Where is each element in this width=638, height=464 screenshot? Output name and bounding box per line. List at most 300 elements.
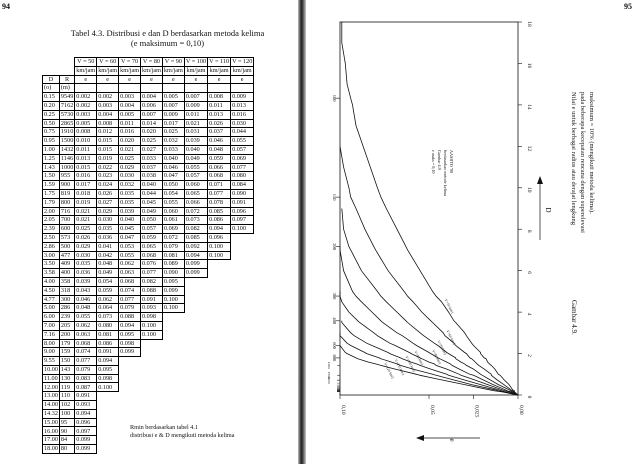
header-empty xyxy=(231,84,254,93)
r-tick-label: 400 xyxy=(332,317,337,325)
cell-e xyxy=(162,330,184,339)
cell-e xyxy=(231,392,254,401)
cell-e xyxy=(231,251,254,260)
cell-e: 0.033 xyxy=(162,145,184,154)
cell-d: 4.00 xyxy=(43,277,60,286)
cell-e: 0.027 xyxy=(141,145,163,154)
cell-e: 0.035 xyxy=(119,189,141,198)
cell-d: 1.50 xyxy=(43,172,60,181)
cell-e: 0.091 xyxy=(231,198,254,207)
header-blank xyxy=(43,58,60,67)
cell-e: 0.083 xyxy=(75,374,97,383)
header-unit: km/jam xyxy=(231,66,254,75)
cell-r: 477 xyxy=(59,251,74,260)
cell-e xyxy=(231,339,254,348)
cell-e: 0.035 xyxy=(97,225,119,234)
cell-r: 573 xyxy=(59,233,74,242)
cell-d: 7.00 xyxy=(43,321,60,330)
cell-d: 0.20 xyxy=(43,101,60,110)
cell-e: 0.002 xyxy=(97,93,119,102)
header-r: R xyxy=(59,75,74,84)
cell-e: 0.026 xyxy=(208,119,231,128)
e-tick-label: 0,10 xyxy=(340,405,346,415)
r-edge-tick-label: 1000 xyxy=(327,361,331,369)
cell-d: 1.00 xyxy=(43,145,60,154)
cell-e: 0.025 xyxy=(141,137,163,146)
cell-e: 0.003 xyxy=(119,93,141,102)
cell-e xyxy=(208,348,231,357)
header-empty xyxy=(97,84,119,93)
table-row xyxy=(43,321,254,330)
table-row xyxy=(43,409,254,418)
cell-r: 700 xyxy=(59,216,74,225)
cell-e: 0.005 xyxy=(75,119,97,128)
cell-d: 7.16 xyxy=(43,330,60,339)
table-row xyxy=(43,93,254,102)
table-row xyxy=(43,286,254,295)
cell-e: 0.097 xyxy=(231,216,254,225)
cell-e xyxy=(208,365,231,374)
table-row xyxy=(43,242,254,251)
header-unit: km/jam xyxy=(98,66,118,74)
cell-e xyxy=(141,365,163,374)
cell-e: 0.099 xyxy=(75,436,97,445)
cell-e: 0.043 xyxy=(75,286,97,295)
cell-e xyxy=(208,392,231,401)
cell-e: 0.048 xyxy=(75,304,97,313)
cell-e xyxy=(141,374,163,383)
cell-e: 0.008 xyxy=(208,93,231,102)
cell-e xyxy=(184,365,207,374)
header-e: e xyxy=(162,75,184,84)
cell-e: 0.099 xyxy=(184,269,207,278)
cell-e xyxy=(208,330,231,339)
cell-e: 0.039 xyxy=(75,277,97,286)
cell-e xyxy=(184,286,207,295)
cell-e xyxy=(97,409,119,418)
curve-label: V=110 km/j xyxy=(393,358,406,376)
cell-e: 0.025 xyxy=(162,128,184,137)
cell-e: 0.091 xyxy=(97,348,119,357)
cell-e xyxy=(141,392,163,401)
cell-e: 0.046 xyxy=(162,163,184,172)
cell-r: 1500 xyxy=(60,137,74,145)
header-blank xyxy=(59,58,74,67)
cell-e: 0.072 xyxy=(184,207,207,216)
cell-e: 0.073 xyxy=(184,216,207,225)
cell-d: 3.00 xyxy=(43,251,60,260)
cell-e xyxy=(97,418,119,427)
cell-e: 0.081 xyxy=(97,330,119,339)
cell-e: 0.062 xyxy=(119,260,141,269)
legend-line4: AASHTO '90 xyxy=(449,150,454,173)
cell-r: 716 xyxy=(59,207,74,216)
cell-d: 1.43 xyxy=(43,163,60,172)
cell-e: 0.055 xyxy=(184,163,207,172)
cell-e: 0.040 xyxy=(184,145,207,154)
d-tick-label: 6 xyxy=(526,271,532,275)
cell-e xyxy=(231,286,254,295)
cell-e xyxy=(208,409,231,418)
header-empty xyxy=(208,84,231,93)
table-row xyxy=(43,295,254,304)
cell-e: 0.049 xyxy=(97,269,119,278)
cell-e xyxy=(97,445,119,454)
cell-e: 0.065 xyxy=(184,189,207,198)
cell-e: 0.100 xyxy=(231,225,254,234)
cell-d: 10.00 xyxy=(44,365,58,373)
curve-label: V=60 km/j xyxy=(445,329,457,346)
cell-e: 0.016 xyxy=(119,128,141,137)
cell-e xyxy=(231,365,254,374)
cell-e xyxy=(231,445,254,454)
cell-e: 0.004 xyxy=(141,93,163,102)
table-row xyxy=(43,119,254,128)
cell-e: 0.077 xyxy=(119,295,141,304)
curve-v80 xyxy=(340,247,518,395)
superelevation-figure xyxy=(300,0,638,464)
cell-r: 95 xyxy=(59,418,74,427)
cell-e: 0.055 xyxy=(75,313,97,322)
cell-e: 0.091 xyxy=(75,392,97,401)
cell-e: 0.008 xyxy=(97,119,119,128)
header-d: D xyxy=(43,75,60,84)
cell-e xyxy=(231,357,254,366)
cell-e xyxy=(184,348,207,357)
cell-e: 0.086 xyxy=(208,216,231,225)
cell-e: 0.064 xyxy=(97,304,119,313)
legend-line3: berdasarkan metode kelima xyxy=(443,150,448,197)
cell-d: 1.75 xyxy=(43,189,60,198)
cell-e xyxy=(208,286,231,295)
cell-r: 1910 xyxy=(60,128,74,136)
cell-e: 0.046 xyxy=(208,137,231,146)
d-tick-label: 10 xyxy=(526,187,532,193)
cell-e: 0.059 xyxy=(97,286,119,295)
cell-d: 0.50 xyxy=(43,119,60,128)
cell-r: 7162 xyxy=(60,102,74,110)
cell-e: 0.066 xyxy=(208,163,231,172)
cell-e xyxy=(208,321,231,330)
cell-e: 0.061 xyxy=(162,216,184,225)
cell-e: 0.030 xyxy=(231,119,254,128)
cell-e xyxy=(162,357,184,366)
cell-e: 0.100 xyxy=(97,383,119,392)
cell-d: 1.59 xyxy=(43,181,60,190)
cell-e: 0.059 xyxy=(141,233,163,242)
cell-e: 0.030 xyxy=(97,216,119,225)
cell-e: 0.099 xyxy=(119,348,141,357)
cell-e xyxy=(184,445,207,454)
cell-r: 600 xyxy=(59,225,74,234)
cell-e xyxy=(141,409,163,418)
cell-e: 0.009 xyxy=(184,101,207,110)
cell-e: 0.009 xyxy=(162,110,184,119)
cell-r: 9549 xyxy=(60,93,74,101)
cell-e: 0.057 xyxy=(184,172,207,181)
cell-e: 0.007 xyxy=(141,110,163,119)
cell-e: 0.021 xyxy=(184,119,207,128)
cell-e xyxy=(97,436,119,445)
cell-e: 0.097 xyxy=(75,427,97,436)
cell-e: 0.080 xyxy=(97,321,119,330)
cell-e: 0.099 xyxy=(184,260,207,269)
cell-e xyxy=(162,392,184,401)
cell-e xyxy=(119,445,141,454)
cell-e xyxy=(208,260,231,269)
cell-e xyxy=(119,409,141,418)
table-row xyxy=(43,401,254,410)
cell-e: 0.082 xyxy=(141,277,163,286)
table-row xyxy=(43,339,254,348)
cell-e: 0.011 xyxy=(208,101,231,110)
table-row xyxy=(43,233,254,242)
cell-d: 8.00 xyxy=(43,339,60,348)
cell-r: 90 xyxy=(59,427,74,436)
cell-e: 0.003 xyxy=(97,101,119,110)
cell-e xyxy=(231,374,254,383)
cell-d: 9.00 xyxy=(43,348,60,357)
cell-r: 150 xyxy=(59,357,74,366)
header-r-unit: (m) xyxy=(59,84,74,93)
cell-e: 0.039 xyxy=(119,207,141,216)
cell-e: 0.053 xyxy=(119,242,141,251)
cell-e xyxy=(184,374,207,383)
cell-e: 0.036 xyxy=(75,269,97,278)
page-number-right: 95 xyxy=(624,2,632,11)
table-row xyxy=(43,269,254,278)
d-axis-label: D xyxy=(544,207,552,213)
table-row xyxy=(43,145,254,154)
cell-e: 0.021 xyxy=(75,207,97,216)
cell-e: 0.096 xyxy=(231,207,254,216)
cell-d: 2.39 xyxy=(43,225,60,234)
cell-e: 0.099 xyxy=(162,286,184,295)
cell-d: 16.00 xyxy=(44,427,58,435)
table-row xyxy=(43,251,254,260)
cell-e: 0.100 xyxy=(208,242,231,251)
table-title-line1: Tabel 4.3. Distribusi e dan D berdasarkan metoda kelima xyxy=(70,28,265,38)
cell-e: 0.013 xyxy=(231,101,254,110)
cell-e: 0.015 xyxy=(75,163,97,172)
cell-e: 0.089 xyxy=(162,260,184,269)
cell-e xyxy=(208,383,231,392)
cell-e: 0.004 xyxy=(97,110,119,119)
cell-e: 0.044 xyxy=(231,128,254,137)
cell-e: 0.096 xyxy=(75,418,97,427)
cell-e xyxy=(231,409,254,418)
cell-e: 0.081 xyxy=(162,251,184,260)
cell-e: 0.045 xyxy=(141,198,163,207)
cell-d: 18.00 xyxy=(44,445,58,453)
cell-e xyxy=(231,277,254,286)
r-edge-tick-label: 1500 xyxy=(327,371,331,379)
cell-e: 0.049 xyxy=(141,207,163,216)
cell-e xyxy=(162,374,184,383)
d-tick-label: 8 xyxy=(526,229,532,233)
header-unit: km/jam xyxy=(76,66,96,74)
cell-d: 4.77 xyxy=(43,295,60,304)
cell-e: 0.073 xyxy=(97,313,119,322)
cell-e: 0.078 xyxy=(208,198,231,207)
cell-e: 0.045 xyxy=(119,225,141,234)
cell-e xyxy=(184,295,207,304)
header-e: e xyxy=(119,75,141,84)
cell-e: 0.100 xyxy=(162,295,184,304)
header-unit: km/jam xyxy=(120,66,140,74)
cell-e: 0.008 xyxy=(75,128,97,137)
table-row xyxy=(43,304,254,313)
cell-e: 0.048 xyxy=(208,145,231,154)
curve-v50 xyxy=(342,22,518,395)
cell-e: 0.079 xyxy=(75,365,97,374)
table-row xyxy=(43,260,254,269)
cell-e xyxy=(162,313,184,322)
cell-e xyxy=(141,348,163,357)
cell-d: 6.00 xyxy=(43,313,60,322)
curve-label: V=50 km/j xyxy=(443,298,455,315)
curve-label: V=90 km/j xyxy=(413,350,425,366)
cell-r: 239 xyxy=(59,313,74,322)
header-empty xyxy=(184,84,207,93)
cell-d: 2.50 xyxy=(43,233,60,242)
table-title-line2: (e maksimum = 0,10) xyxy=(130,38,205,48)
cell-e: 0.098 xyxy=(119,339,141,348)
cell-e xyxy=(141,339,163,348)
cell-e: 0.007 xyxy=(184,93,207,102)
d-tick-label: 0 xyxy=(526,395,532,399)
cell-r: 400 xyxy=(59,269,74,278)
cell-d: 0.75 xyxy=(43,128,60,137)
cell-r: 159 xyxy=(59,348,74,357)
cell-e: 0.037 xyxy=(141,163,163,172)
curve-label: V=100 km/j xyxy=(404,355,417,373)
cell-e: 0.015 xyxy=(97,145,119,154)
cell-e xyxy=(119,365,141,374)
table-row xyxy=(43,198,254,207)
cell-e: 0.074 xyxy=(119,286,141,295)
cell-e: 0.020 xyxy=(119,137,141,146)
header-empty xyxy=(119,84,141,93)
cell-e: 0.087 xyxy=(75,383,97,392)
cell-d: 2.86 xyxy=(43,242,60,251)
cell-e: 0.059 xyxy=(208,154,231,163)
cell-e: 0.013 xyxy=(208,110,231,119)
d-tick-label: 4 xyxy=(526,312,532,316)
cell-e: 0.007 xyxy=(162,101,184,110)
cell-d: 3.50 xyxy=(43,260,60,269)
cell-d: 13.00 xyxy=(44,392,58,400)
table-row xyxy=(43,137,254,146)
e-axis-arrowhead xyxy=(416,435,424,441)
d-tick-label: 16 xyxy=(526,62,532,69)
cell-e: 0.072 xyxy=(162,233,184,242)
cell-e: 0.079 xyxy=(162,242,184,251)
cell-e: 0.079 xyxy=(119,304,141,313)
cell-e: 0.088 xyxy=(141,286,163,295)
header-e: e xyxy=(208,75,231,84)
cell-e xyxy=(162,348,184,357)
cell-e xyxy=(208,374,231,383)
cell-r: 800 xyxy=(59,198,74,207)
cell-e: 0.077 xyxy=(75,357,97,366)
cell-r: 205 xyxy=(59,321,74,330)
cell-e: 0.050 xyxy=(162,181,184,190)
cell-e xyxy=(162,445,184,454)
cell-e xyxy=(184,339,207,348)
table-row xyxy=(43,154,254,163)
table-row xyxy=(43,445,254,454)
cell-e: 0.100 xyxy=(141,330,163,339)
table-row xyxy=(43,392,254,401)
cell-r: 143 xyxy=(59,365,74,374)
cell-e: 0.044 xyxy=(141,189,163,198)
cell-e: 0.090 xyxy=(231,189,254,198)
cell-e: 0.011 xyxy=(184,110,207,119)
header-blank xyxy=(59,66,74,75)
cell-e xyxy=(119,383,141,392)
cell-e xyxy=(119,392,141,401)
header-row-speed xyxy=(43,58,254,67)
cell-e: 0.057 xyxy=(141,225,163,234)
e-axis-label: e xyxy=(448,438,456,442)
cell-r: 358 xyxy=(59,277,74,286)
superelevation-table xyxy=(42,57,254,454)
cell-e: 0.068 xyxy=(119,277,141,286)
cell-e: 0.011 xyxy=(119,119,141,128)
cell-e xyxy=(208,269,231,278)
cell-e: 0.098 xyxy=(141,313,163,322)
cell-e xyxy=(141,401,163,410)
r-tick-label: 800 xyxy=(332,354,337,362)
header-d-unit: (o) xyxy=(43,84,60,93)
cell-r: 1432 xyxy=(60,146,74,154)
cell-e xyxy=(141,383,163,392)
cell-e xyxy=(97,392,119,401)
cell-e: 0.082 xyxy=(184,225,207,234)
cell-d: 4.50 xyxy=(43,286,60,295)
cell-e xyxy=(231,260,254,269)
cell-e xyxy=(184,304,207,313)
cell-e xyxy=(208,295,231,304)
cell-e: 0.077 xyxy=(231,163,254,172)
d-tick-label: 18 xyxy=(526,21,532,27)
r-tick-label: 200 xyxy=(332,243,337,250)
cell-e: 0.047 xyxy=(119,233,141,242)
e-tick-label: 0,025 xyxy=(473,405,480,418)
cell-e xyxy=(208,313,231,322)
cell-e: 0.030 xyxy=(119,172,141,181)
r-tick-label: 600 xyxy=(332,342,337,349)
cell-e xyxy=(231,401,254,410)
cell-e: 0.063 xyxy=(75,330,97,339)
cell-d: 2.05 xyxy=(43,216,60,225)
cell-e: 0.093 xyxy=(75,401,97,410)
table-title xyxy=(40,28,295,48)
cell-e: 0.100 xyxy=(162,304,184,313)
cell-r: 409 xyxy=(59,260,74,269)
cell-e xyxy=(184,392,207,401)
cell-e: 0.055 xyxy=(119,251,141,260)
cell-e: 0.090 xyxy=(162,269,184,278)
header-row-units2 xyxy=(43,84,254,93)
cell-d: 1.25 xyxy=(43,154,60,163)
cell-e: 0.094 xyxy=(119,321,141,330)
cell-e xyxy=(97,427,119,436)
cell-r: 200 xyxy=(59,330,74,339)
table-row xyxy=(43,313,254,322)
table-note-line1: Rmin berdasarkan tabel 4.1 xyxy=(130,424,199,431)
